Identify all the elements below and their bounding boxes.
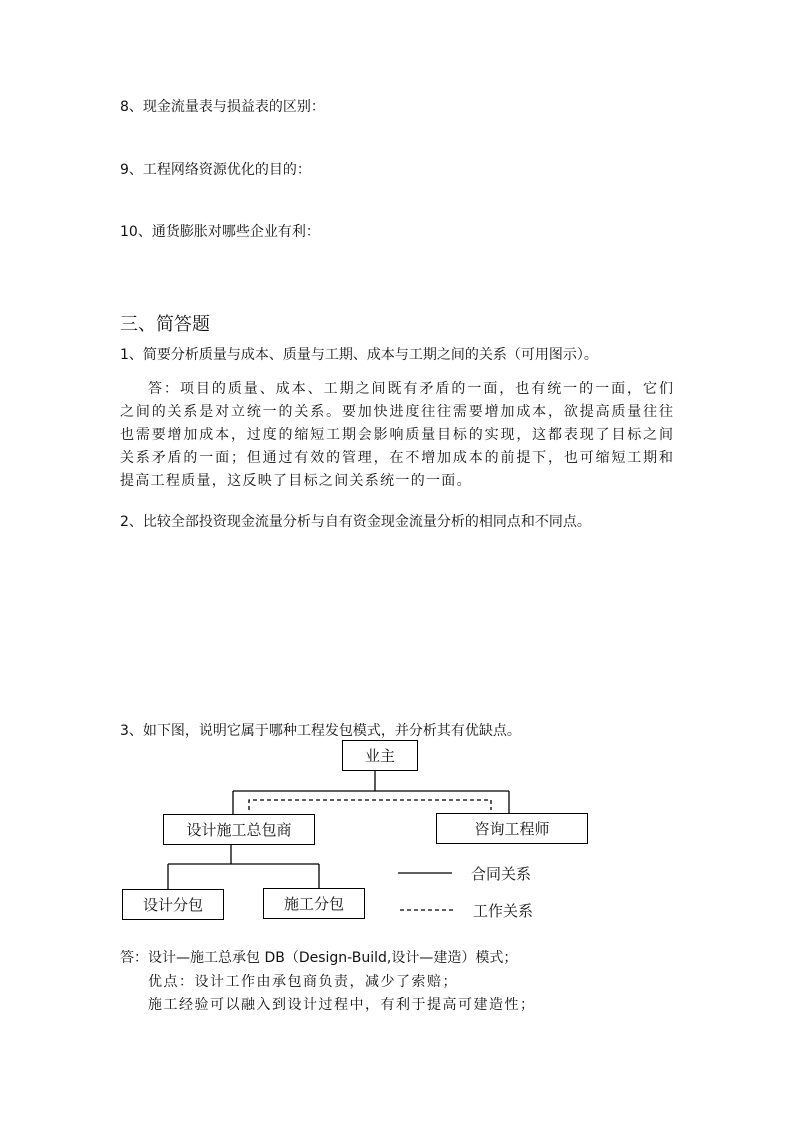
- design-sub-box: 设计分包: [122, 889, 224, 920]
- question-9: 9、工程网络资源优化的目的：: [120, 162, 311, 178]
- q1-answer-line: 之间的关系是对立统一的关系。要加快进度往往需要增加成本，欲提高质量往往: [120, 404, 673, 420]
- question-8: 8、现金流量表与损益表的区别：: [120, 99, 325, 115]
- q3-question: 3、如下图，说明它属于哪种工程发包模式，并分析其有优缺点。: [120, 723, 521, 739]
- q1-answer-line: 关系矛盾的一面；但通过有效的管理，在不增加成本的前提下，也可缩短工期和: [120, 450, 673, 466]
- owner-box: 业主: [342, 740, 418, 771]
- construction-sub-box: 施工分包: [263, 888, 365, 919]
- consultant-box: 咨询工程师: [436, 813, 588, 844]
- q3-answer-line: 优点：设计工作由承包商负责，减少了索赔；: [148, 974, 458, 990]
- q3-answer-line: 答：设计—施工总承包 DB（Design-Build,设计—建造）模式；: [120, 950, 518, 966]
- q2-question: 2、比较全部投资现金流量分析与自有资金现金流量分析的相同点和不同点。: [120, 514, 591, 530]
- section-heading: 三、简答题: [120, 314, 210, 335]
- legend-contract-label: 合同关系: [471, 865, 532, 883]
- q1-answer-line: 答：项目的质量、成本、工期之间既有矛盾的一面，也有统一的一面，它们: [148, 381, 673, 397]
- q1-question: 1、简要分析质量与成本、质量与工期、成本与工期之间的关系（可用图示）。: [120, 347, 598, 363]
- question-10: 10、通货膨胀对哪些企业有利：: [120, 224, 320, 240]
- contractor-box: 设计施工总包商: [163, 814, 315, 845]
- q1-answer-line: 提高工程质量，这反映了目标之间关系统一的一面。: [120, 473, 472, 489]
- q1-answer-line: 也需要增加成本，过度的缩短工期会影响质量目标的实现，这都表现了目标之间: [120, 427, 673, 443]
- legend-work-label: 工作关系: [473, 902, 534, 920]
- q3-answer-line: 施工经验可以融入到设计过程中，有利于提高可建造性；: [148, 997, 536, 1013]
